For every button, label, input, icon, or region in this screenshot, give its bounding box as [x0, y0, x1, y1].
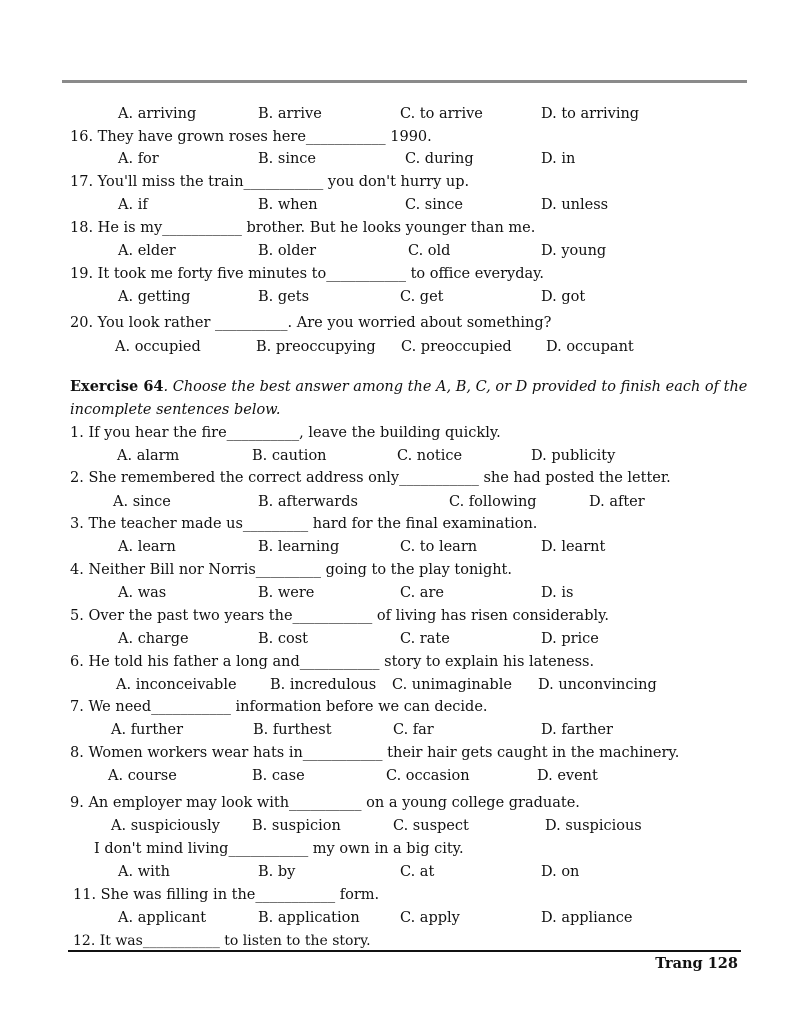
bottom-rule	[68, 950, 741, 952]
option-d: D. in	[541, 151, 576, 167]
option-b: B. when	[258, 197, 318, 213]
option-b: B. furthest	[253, 722, 332, 738]
question-text: 16. They have grown roses here___________ 1990.	[70, 129, 432, 145]
option-c: C. far	[393, 722, 434, 738]
question-text: 4. Neither Bill nor Norris_________ going to the play tonight.	[70, 562, 512, 578]
question-text: 1. If you hear the fire__________, leave the building quickly.	[70, 425, 501, 441]
option-c: C. get	[400, 289, 444, 305]
option-d: D. learnt	[541, 539, 606, 555]
option-d: D. suspicious	[545, 818, 642, 834]
question-text: 5. Over the past two years the___________ of living has risen considerably.	[70, 608, 609, 624]
option-a: A. occupied	[115, 339, 201, 355]
exercise-instruction: . Choose the best answer among the A, B, C, or D provided to finish each of the	[163, 379, 748, 395]
option-c: C. old	[408, 243, 451, 259]
option-b: B. application	[258, 910, 360, 926]
option-b: B. preoccupying	[256, 339, 376, 355]
question-text: 20. You look rather __________. Are you worried about something?	[70, 315, 552, 331]
option-c: C. since	[405, 197, 463, 213]
top-rule	[62, 80, 747, 83]
option-a: A. elder	[118, 243, 176, 259]
option-b: B. afterwards	[258, 494, 358, 510]
option-b: B. cost	[258, 631, 308, 647]
exercise-heading	[70, 377, 747, 397]
option-a: A. alarm	[117, 448, 180, 464]
option-c: C. at	[400, 864, 435, 880]
option-b: B. caution	[252, 448, 327, 464]
option-a: A. applicant	[118, 910, 207, 926]
question-text: 7. We need___________ information before we can decide.	[70, 699, 488, 715]
option-d: D. is	[541, 585, 574, 601]
option-b: B. older	[258, 243, 317, 259]
option-c: C. during	[405, 151, 474, 167]
option-d: D. unless	[541, 197, 609, 213]
option-c: C. to learn	[400, 539, 478, 555]
option-c: C. unimaginable	[392, 677, 512, 693]
option-c: C. suspect	[393, 818, 469, 834]
option-a: A. was	[118, 585, 167, 601]
exercise-instruction-cont	[70, 400, 280, 420]
option-d: D. price	[541, 631, 599, 647]
option-c: C. preoccupied	[401, 339, 512, 355]
option-d: D. appliance	[541, 910, 633, 926]
question-text: 9. An employer may look with__________ on a young college graduate.	[70, 795, 580, 811]
option-c: C. rate	[400, 631, 450, 647]
option-d: D. got	[541, 289, 586, 305]
option-a: A. inconceivable	[116, 677, 237, 693]
option-d: D. to arriving	[541, 106, 640, 122]
option-a: A. charge	[118, 631, 189, 647]
option-c: C. occasion	[386, 768, 470, 784]
option-a: A. arriving	[118, 106, 197, 122]
option-d: D. publicity	[531, 448, 616, 464]
option-b: B. since	[258, 151, 316, 167]
option-b: B. were	[258, 585, 315, 601]
option-c: C. to arrive	[400, 106, 483, 122]
option-a: A. if	[118, 197, 148, 213]
option-b: B. case	[252, 768, 305, 784]
option-d: D. farther	[541, 722, 613, 738]
option-a: A. learn	[118, 539, 176, 555]
page-number: Trang 128	[655, 955, 738, 972]
option-d: D. on	[541, 864, 580, 880]
question-text: 12. It was___________ to listen to the story.	[73, 933, 371, 949]
option-d: D. occupant	[546, 339, 634, 355]
option-a: A. with	[118, 864, 170, 880]
option-b: B. suspicion	[252, 818, 341, 834]
question-text: 17. You'll miss the train___________ you don't hurry up.	[70, 174, 470, 190]
option-c: C. apply	[400, 910, 460, 926]
option-c: C. notice	[397, 448, 463, 464]
option-c: C. are	[400, 585, 444, 601]
exercise-instruction-line2: incomplete sentences below.	[70, 402, 281, 418]
option-a: A. since	[113, 494, 171, 510]
option-d: D. unconvincing	[538, 677, 657, 693]
question-text: 19. It took me forty five minutes to___________ to office everyday.	[70, 266, 545, 282]
option-a: A. further	[111, 722, 184, 738]
option-c: C. following	[449, 494, 537, 510]
option-d: D. after	[589, 494, 645, 510]
option-a: A. getting	[118, 289, 191, 305]
question-text: 3. The teacher made us_________ hard for the final examination.	[70, 516, 538, 532]
option-d: D. event	[537, 768, 598, 784]
option-b: B. gets	[258, 289, 310, 305]
option-b: B. arrive	[258, 106, 322, 122]
question-text: I don't mind living___________ my own in a big city.	[94, 841, 464, 857]
question-text: 8. Women workers wear hats in___________ their hair gets caught in the machinery.	[70, 745, 680, 761]
question-text: 6. He told his father a long and___________ story to explain his lateness.	[70, 654, 595, 670]
option-b: B. learning	[258, 539, 340, 555]
option-a: A. for	[118, 151, 159, 167]
question-text: 18. He is my___________ brother. But he looks younger than me.	[70, 220, 536, 236]
question-text: 11. She was filling in the___________ form.	[73, 887, 380, 903]
question-text: 2. She remembered the correct address only___________ she had posted the letter.	[70, 470, 671, 486]
exercise-title: Exercise 64	[70, 378, 164, 395]
option-a: A. course	[108, 768, 177, 784]
option-d: D. young	[541, 243, 607, 259]
option-b: B. by	[258, 864, 296, 880]
option-b: B. incredulous	[270, 677, 377, 693]
option-a: A. suspiciously	[111, 818, 220, 834]
